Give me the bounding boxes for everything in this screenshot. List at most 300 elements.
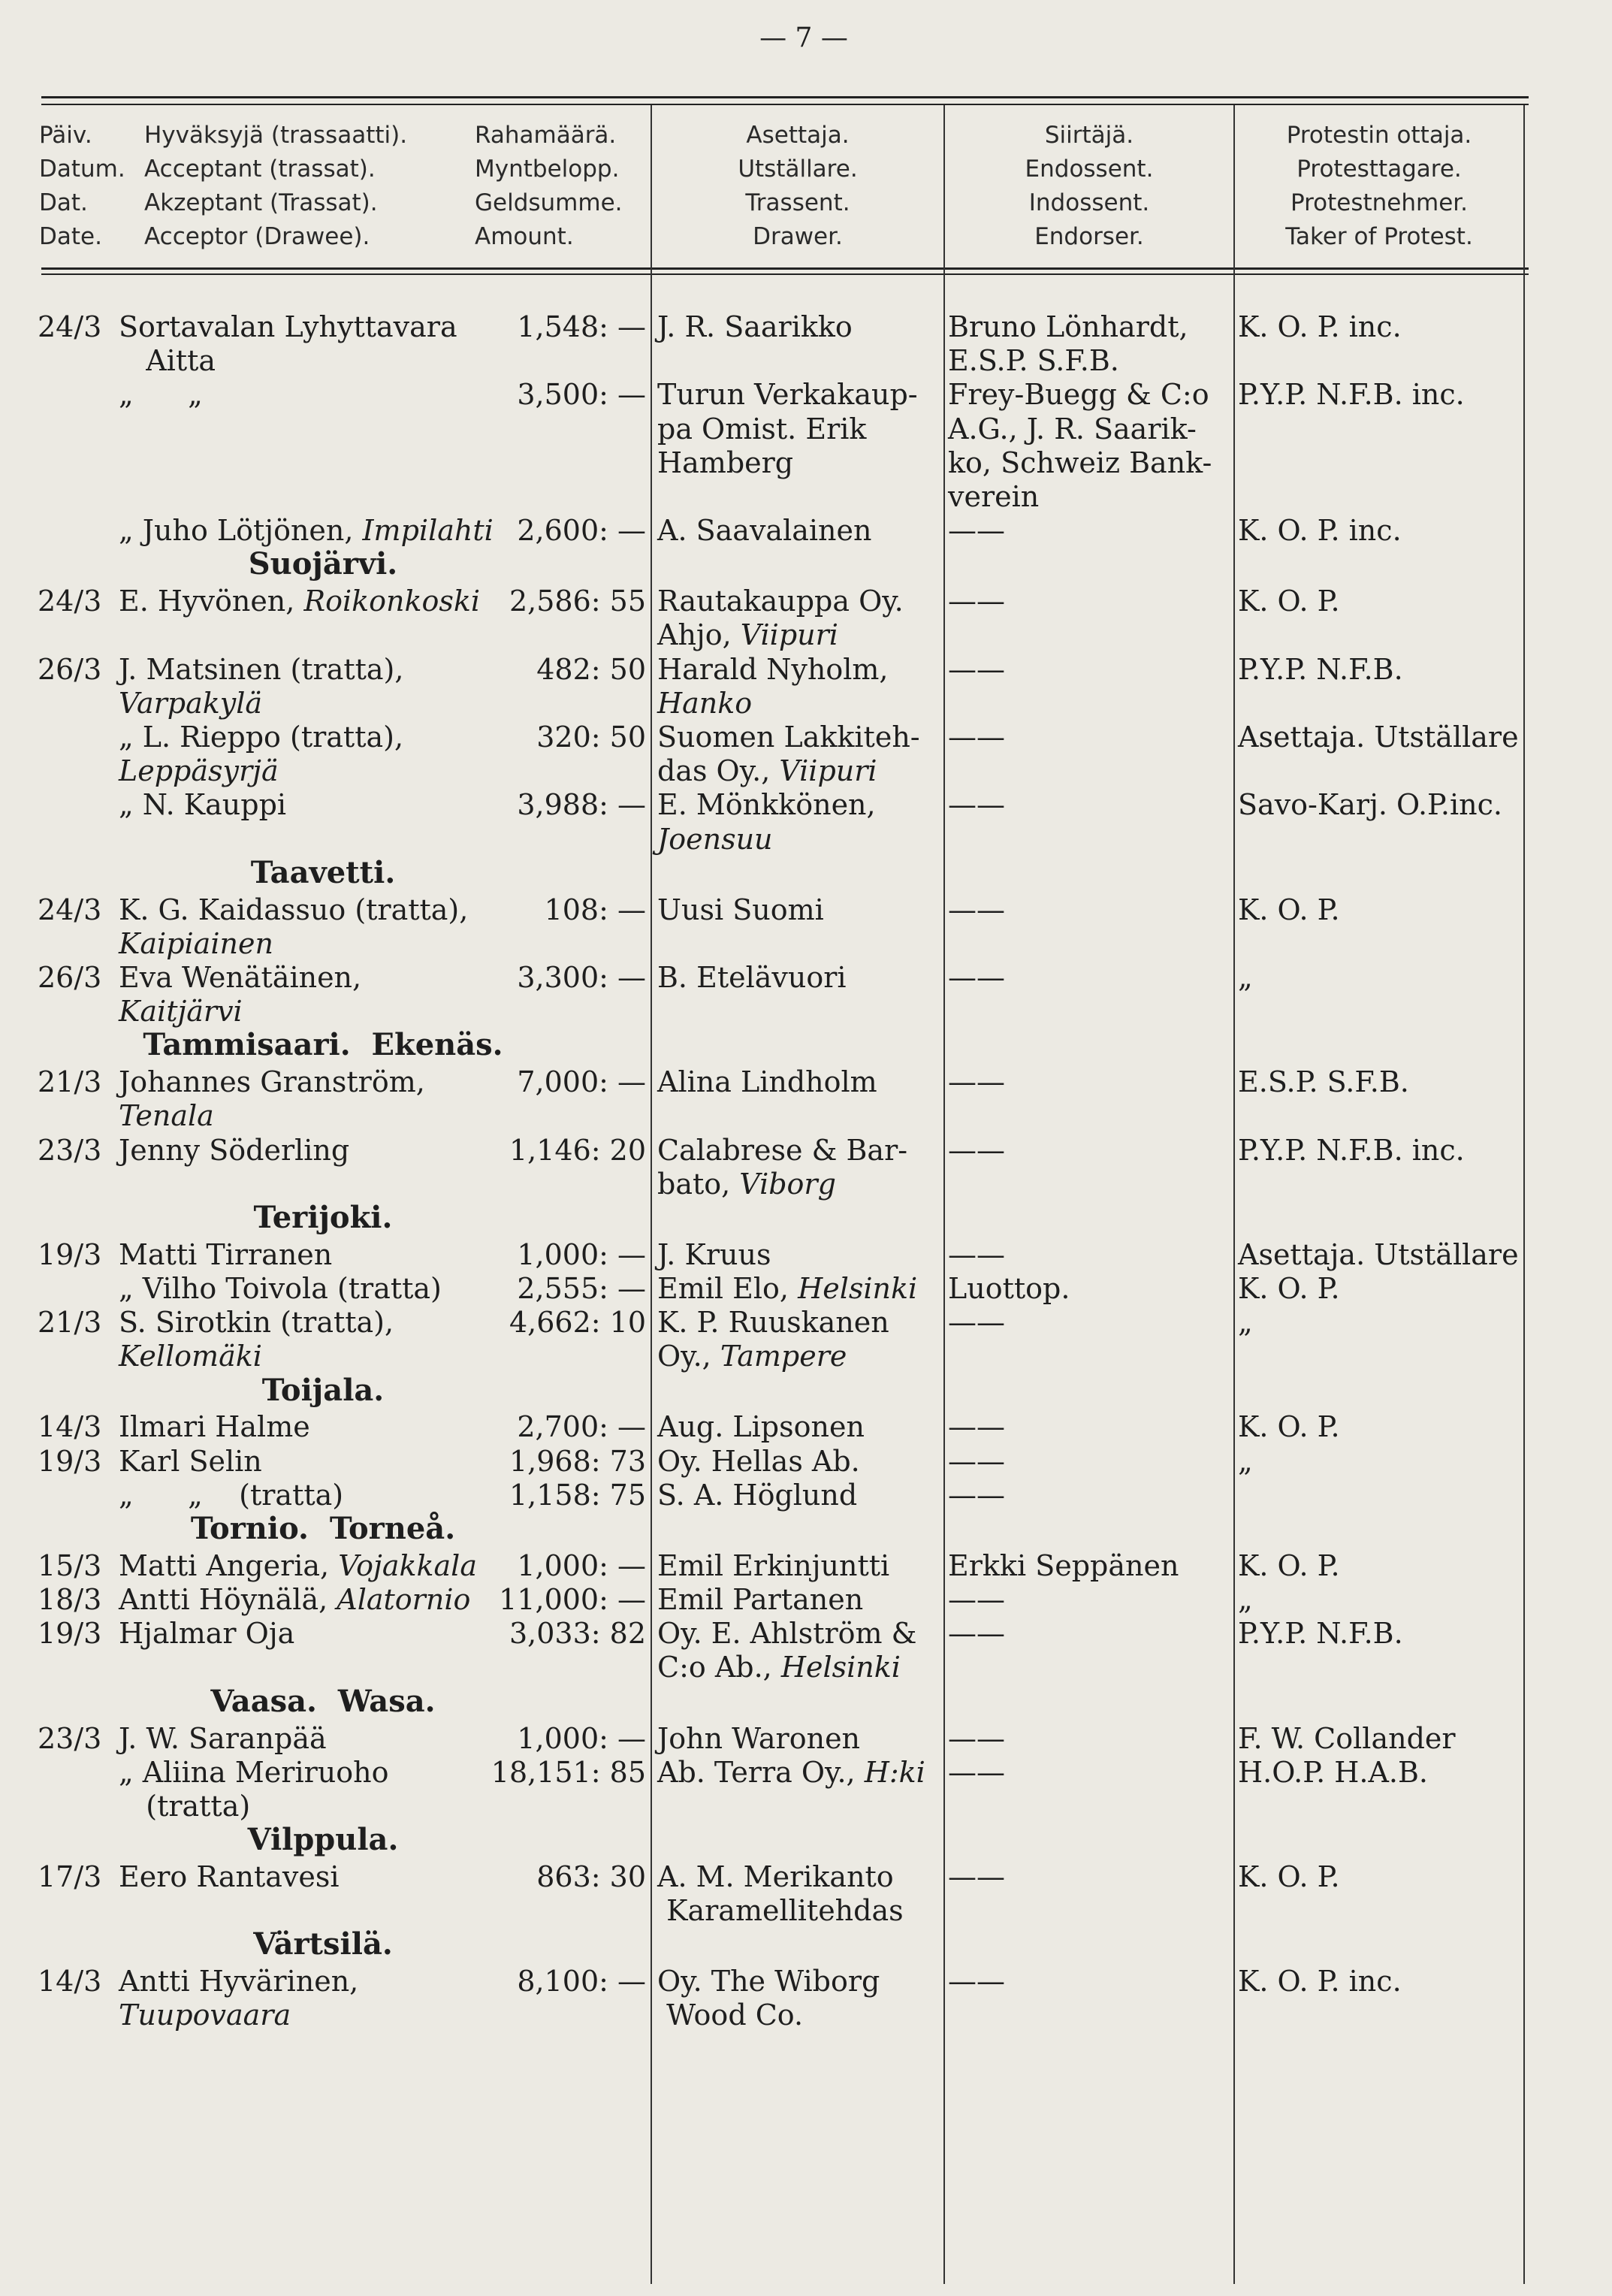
- endorser-cell: [948, 446, 1212, 480]
- acceptor-cell: [119, 652, 403, 687]
- acceptor-cell: [119, 1444, 262, 1479]
- drawer-cell: [657, 960, 847, 995]
- protest-cell: [1238, 1133, 1465, 1168]
- protest-cell: [1238, 310, 1402, 344]
- header-drawer-line: Asettaja.: [746, 122, 850, 149]
- acceptor-cell: [119, 1409, 310, 1444]
- endorser-cell: [948, 1305, 1005, 1340]
- amount-cell: [413, 1271, 646, 1306]
- acceptor-cell: [119, 1305, 394, 1340]
- drawer-cell-text: pa Omist. Erik: [657, 412, 867, 446]
- drawer-cell-text: Oy.,: [657, 1340, 720, 1373]
- drawer-cell-text: Suomen Lakkiteh-: [657, 721, 920, 754]
- endorser-cell-text: Frey-Buegg & C:o: [948, 378, 1209, 411]
- drawer-cell-text: A. M. Merikanto: [657, 1860, 894, 1893]
- protest-cell-text: P.Y.P. N.F.B. inc.: [1238, 1134, 1465, 1167]
- section-title: [0, 1823, 646, 1857]
- amount-cell: [413, 1305, 646, 1340]
- acceptor-cell-text: Jenny Söderling: [119, 1134, 350, 1167]
- acceptor-cell: [119, 1339, 262, 1373]
- amount-cell: [413, 310, 646, 344]
- amount-cell-text: 108: —: [544, 893, 646, 926]
- endorser-cell: [948, 652, 1005, 687]
- drawer-cell-italic: H:ki: [864, 1756, 925, 1789]
- section-title: [0, 1684, 646, 1719]
- protest-cell: [1238, 787, 1502, 822]
- drawer-cell-text: Ahjo,: [657, 618, 741, 651]
- drawer-cell: [657, 1339, 847, 1373]
- drawer-cell: [657, 618, 838, 652]
- acceptor-cell-italic: Roikonkoski: [303, 585, 481, 618]
- header-protest-line: Protesttagare.: [1297, 156, 1462, 183]
- amount-cell: [413, 1237, 646, 1272]
- acceptor-cell-text: Antti Höynälä,: [119, 1583, 337, 1616]
- amount-cell: [413, 1444, 646, 1479]
- drawer-cell-text: Rautakauppa Oy.: [657, 585, 904, 618]
- amount-cell-text: 1,146: 20: [509, 1134, 646, 1167]
- date-cell-text: 19/3: [38, 1238, 102, 1271]
- drawer-cell-italic: Viborg: [739, 1168, 836, 1201]
- date-cell: [38, 1305, 101, 1340]
- protest-cell-text: H.O.P. H.A.B.: [1238, 1756, 1428, 1789]
- endorser-cell: [948, 1065, 1005, 1099]
- protest-cell: [1238, 652, 1403, 687]
- acceptor-cell-text: „ Aliina Meriruoho: [119, 1756, 389, 1789]
- drawer-cell: [657, 1650, 901, 1684]
- date-cell-text: 21/3: [38, 1306, 102, 1339]
- amount-cell-text: 2,600: —: [517, 514, 646, 547]
- page-number: — 7 —: [759, 23, 848, 53]
- drawer-cell: [657, 1721, 860, 1756]
- date-cell-text: 24/3: [38, 310, 102, 343]
- endorser-cell-text: ——: [948, 1479, 1005, 1512]
- acceptor-cell-text: K. G. Kaidassuo (tratta),: [119, 893, 469, 926]
- drawer-cell: [657, 584, 904, 618]
- acceptor-cell: [119, 1721, 327, 1756]
- endorser-cell: [948, 1548, 1179, 1583]
- amount-cell: [413, 1409, 646, 1444]
- endorser-cell: [948, 1582, 1005, 1617]
- date-cell-text: 26/3: [38, 653, 102, 686]
- acceptor-cell-text: Ilmari Halme: [119, 1410, 310, 1443]
- date-cell-text: 26/3: [38, 961, 102, 994]
- drawer-cell-text: Oy. E. Ahlström &: [657, 1617, 917, 1650]
- protest-cell: [1238, 1237, 1519, 1272]
- date-cell-text: 21/3: [38, 1065, 102, 1098]
- drawer-cell-text: John Waronen: [657, 1722, 861, 1755]
- amount-cell: [413, 893, 646, 927]
- drawer-cell: [657, 1582, 863, 1617]
- endorser-cell-text: ——: [948, 514, 1005, 547]
- drawer-cell: [657, 1305, 889, 1340]
- endorser-cell-text: ——: [948, 1617, 1005, 1650]
- protest-cell: [1238, 1271, 1340, 1306]
- acceptor-cell: [119, 377, 203, 412]
- drawer-cell: [657, 1409, 865, 1444]
- date-cell-text: 23/3: [38, 1722, 102, 1755]
- protest-cell-text: P.Y.P. N.F.B.: [1238, 653, 1403, 686]
- endorser-cell-text: ——: [948, 1583, 1005, 1616]
- date-cell: [38, 1582, 101, 1617]
- protest-cell-text: K. O. P.: [1238, 1860, 1340, 1893]
- amount-cell: [413, 1548, 646, 1583]
- protest-cell: [1238, 1305, 1253, 1340]
- date-cell: [38, 1548, 101, 1583]
- acceptor-cell: [119, 1789, 250, 1823]
- section-title-text: Toijala.: [261, 1373, 385, 1408]
- endorser-cell-text: Luottop.: [948, 1272, 1070, 1305]
- protest-cell-text: K. O. P.: [1238, 585, 1340, 618]
- acceptor-cell: [119, 1616, 294, 1651]
- protest-cell: [1238, 1444, 1253, 1479]
- protest-cell-text: „: [1238, 961, 1253, 994]
- drawer-cell-text: Oy. Hellas Ab.: [657, 1445, 860, 1478]
- protest-cell-text: K. O. P. inc.: [1238, 514, 1402, 547]
- header-endorser-line: Indossent.: [1028, 189, 1150, 216]
- date-cell: [38, 1616, 101, 1651]
- header-amount-label: Myntbelopp.: [475, 156, 620, 183]
- drawer-cell-text: Aug. Lipsonen: [657, 1410, 865, 1443]
- acceptor-cell-italic: Varpakylä: [119, 687, 263, 720]
- amount-cell: [413, 377, 646, 412]
- date-cell: [38, 1409, 101, 1444]
- drawer-cell: [657, 1237, 771, 1272]
- endorser-cell-text: ——: [948, 1445, 1005, 1478]
- amount-cell: [413, 787, 646, 822]
- acceptor-cell: [119, 1098, 214, 1133]
- drawer-cell: [657, 412, 866, 446]
- drawer-cell-text: Oy. The Wiborg: [657, 1965, 880, 1998]
- acceptor-cell-text: Aitta: [119, 344, 216, 377]
- header-date-label: Päiv.: [39, 122, 92, 149]
- acceptor-cell-text: Sortavalan Lyhyttavara: [119, 310, 457, 343]
- endorser-cell: [948, 1237, 1005, 1272]
- protest-cell-text: Asettaja. Utställare: [1238, 721, 1519, 754]
- protest-cell: [1238, 1548, 1340, 1583]
- endorser-cell: [948, 720, 1005, 754]
- header-protest-line: Protestin ottaja.: [1286, 122, 1472, 149]
- drawer-cell-text: Hamberg: [657, 446, 794, 479]
- drawer-cell-text: Wood Co.: [657, 1998, 804, 2032]
- header-date-label: Dat.: [39, 189, 88, 216]
- amount-cell: [413, 1133, 646, 1168]
- drawer-cell-italic: Hanko: [657, 687, 753, 720]
- amount-cell: [413, 1582, 646, 1617]
- endorser-cell-text: ——: [948, 1065, 1005, 1098]
- endorser-cell-text: ——: [948, 788, 1005, 821]
- header-amount-label: Amount.: [475, 223, 574, 250]
- amount-cell: [413, 1478, 646, 1512]
- endorser-cell: [948, 412, 1197, 446]
- date-cell: [38, 652, 101, 687]
- header-date-label: Datum.: [39, 156, 125, 183]
- amount-cell: [413, 960, 646, 995]
- acceptor-cell: [119, 1998, 291, 2032]
- acceptor-cell: [119, 343, 216, 378]
- endorser-cell: [948, 513, 1005, 548]
- drawer-cell: [657, 1065, 877, 1099]
- header-drawer-line: Trassent.: [745, 189, 850, 216]
- endorser-cell-text: ——: [948, 1410, 1005, 1443]
- protest-cell: [1238, 1964, 1402, 1998]
- date-cell: [38, 1721, 101, 1756]
- protest-cell-text: E.S.P. S.F.B.: [1238, 1065, 1409, 1098]
- acceptor-cell: [119, 1271, 442, 1306]
- acceptor-cell: [119, 1133, 349, 1168]
- acceptor-cell-italic: Alatornio: [337, 1583, 471, 1616]
- drawer-cell: [657, 822, 773, 856]
- acceptor-cell-italic: Kellomäki: [119, 1340, 262, 1373]
- acceptor-cell: [119, 926, 273, 961]
- protest-cell-text: F. W. Collander: [1238, 1722, 1456, 1755]
- date-cell-text: 14/3: [38, 1410, 102, 1443]
- amount-cell: [413, 513, 646, 548]
- protest-cell: [1238, 1721, 1456, 1756]
- amount-cell-text: 1,000: —: [517, 1549, 646, 1582]
- endorser-cell: [948, 377, 1209, 412]
- amount-cell: [413, 1065, 646, 1099]
- amount-cell-text: 8,100: —: [517, 1965, 646, 1998]
- endorser-cell-text: ——: [948, 1134, 1005, 1167]
- endorser-cell: [948, 1964, 1005, 1998]
- protest-cell-text: Asettaja. Utställare: [1238, 1238, 1519, 1271]
- protest-cell: [1238, 513, 1402, 548]
- protest-cell: [1238, 1755, 1428, 1790]
- drawer-cell-text: Ab. Terra Oy.,: [657, 1756, 865, 1789]
- drawer-cell-text: bato,: [657, 1168, 740, 1201]
- drawer-cell: [657, 377, 918, 412]
- date-cell-text: 19/3: [38, 1617, 102, 1650]
- drawer-cell: [657, 787, 876, 822]
- section-title-text: Tornio. Torneå.: [190, 1511, 456, 1546]
- acceptor-cell: [119, 1237, 332, 1272]
- endorser-cell-text: ——: [948, 653, 1005, 686]
- protest-cell-text: Savo-Karj. O.P.inc.: [1238, 788, 1502, 821]
- drawer-cell: [657, 1444, 860, 1479]
- section-title-text: Terijoki.: [253, 1200, 393, 1235]
- header-date-label: Date.: [39, 223, 102, 250]
- drawer-cell-text: Uusi Suomi: [657, 893, 824, 926]
- date-cell: [38, 310, 101, 344]
- protest-cell: [1238, 584, 1340, 618]
- amount-cell: [413, 1721, 646, 1756]
- drawer-cell-text: A. Saavalainen: [657, 514, 872, 547]
- drawer-cell-text: das Oy.,: [657, 754, 780, 787]
- acceptor-cell-text: Matti Angeria,: [119, 1549, 339, 1582]
- drawer-cell: [657, 686, 752, 721]
- header-name-label: Acceptor (Drawee).: [144, 223, 370, 250]
- header-protest-line: Protestnehmer.: [1290, 189, 1469, 216]
- date-cell-text: 14/3: [38, 1965, 102, 1998]
- acceptor-cell-text: E. Hyvönen,: [119, 585, 304, 618]
- drawer-cell-text: Turun Verkakaup-: [657, 378, 918, 411]
- acceptor-cell-italic: Vojakkala: [338, 1549, 477, 1582]
- acceptor-cell-text: (tratta): [119, 1790, 251, 1823]
- amount-cell-text: 1,158: 75: [509, 1479, 646, 1512]
- header-endorser-line: Endossent.: [1025, 156, 1154, 183]
- section-title-text: Tammisaari. Ekenäs.: [143, 1027, 503, 1062]
- protest-cell-text: „: [1238, 1445, 1253, 1478]
- drawer-cell: [657, 1964, 880, 1998]
- endorser-cell-text: Bruno Lönhardt,: [948, 310, 1188, 343]
- protest-cell-text: K. O. P.: [1238, 1410, 1340, 1443]
- protest-cell-text: P.Y.P. N.F.B. inc.: [1238, 378, 1465, 411]
- amount-cell: [413, 584, 646, 618]
- acceptor-cell-italic: Impilahti: [362, 514, 494, 547]
- protest-cell-text: K. O. P. inc.: [1238, 310, 1402, 343]
- endorser-cell: [948, 343, 1119, 378]
- date-cell: [38, 1859, 101, 1894]
- endorser-cell-text: ——: [948, 1238, 1005, 1271]
- date-cell-text: 18/3: [38, 1583, 102, 1616]
- section-title-text: Suojärvi.: [248, 546, 398, 582]
- acceptor-cell-text: Hjalmar Oja: [119, 1617, 295, 1650]
- endorser-cell-text: A.G., J. R. Saarik-: [948, 412, 1197, 446]
- drawer-cell: [657, 652, 889, 687]
- protest-cell: [1238, 960, 1253, 995]
- drawer-cell-text: C:o Ab.,: [657, 1651, 781, 1684]
- date-cell: [38, 1444, 101, 1479]
- date-cell: [38, 1964, 101, 1998]
- acceptor-cell: [119, 1478, 343, 1512]
- amount-cell: [413, 1964, 646, 1998]
- acceptor-cell: [119, 1859, 340, 1894]
- acceptor-cell: [119, 686, 262, 721]
- endorser-cell-text: Erkki Seppänen: [948, 1549, 1179, 1582]
- protest-cell-text: „: [1238, 1583, 1253, 1616]
- acceptor-cell-italic: Tenala: [119, 1099, 214, 1132]
- date-cell: [38, 1065, 101, 1099]
- endorser-cell-text: E.S.P. S.F.B.: [948, 344, 1119, 377]
- acceptor-cell-text: „ Vilho Toivola (tratta): [119, 1272, 442, 1305]
- amount-cell-text: 3,988: —: [517, 788, 646, 821]
- amount-cell-text: 3,033: 82: [509, 1617, 646, 1650]
- section-title: [0, 1512, 646, 1546]
- amount-cell-text: 7,000: —: [517, 1065, 646, 1098]
- header-endorser-line: Siirtäjä.: [1044, 122, 1134, 149]
- acceptor-cell: [119, 1964, 358, 1998]
- acceptor-cell-text: S. Sirotkin (tratta),: [119, 1306, 394, 1339]
- drawer-cell: [657, 1133, 907, 1168]
- amount-cell-text: 1,000: —: [517, 1722, 646, 1755]
- drawer-cell: [657, 1271, 917, 1306]
- drawer-cell-text: E. Mönkkönen,: [657, 788, 876, 821]
- acceptor-cell: [119, 787, 286, 822]
- section-title: [0, 1201, 646, 1235]
- protest-cell-text: K. O. P. inc.: [1238, 1965, 1402, 1998]
- drawer-cell: [657, 1167, 836, 1201]
- header-drawer-line: Drawer.: [753, 223, 843, 250]
- drawer-cell-text: Karamellitehdas: [657, 1894, 904, 1927]
- protest-cell: [1238, 1065, 1409, 1099]
- header-amount-label: Rahamäärä.: [475, 122, 617, 149]
- amount-cell-text: 18,151: 85: [491, 1756, 646, 1789]
- amount-cell-text: 3,500: —: [517, 378, 646, 411]
- amount-cell-text: 11,000: —: [499, 1583, 646, 1616]
- section-title-text: Värtsilä.: [253, 1926, 393, 1962]
- endorser-cell: [948, 893, 1005, 927]
- acceptor-cell-text: Karl Selin: [119, 1445, 262, 1478]
- acceptor-cell-text: „ Juho Lötjönen,: [119, 514, 363, 547]
- endorser-cell-text: ——: [948, 961, 1005, 994]
- protest-cell: [1238, 893, 1340, 927]
- drawer-cell-text: J. R. Saarikko: [657, 310, 853, 343]
- section-title: [0, 1373, 646, 1408]
- acceptor-cell-text: Antti Hyvärinen,: [119, 1965, 359, 1998]
- drawer-cell: [657, 310, 853, 344]
- protest-cell-text: K. O. P.: [1238, 893, 1340, 926]
- endorser-cell: [948, 1755, 1005, 1790]
- drawer-cell: [657, 446, 793, 480]
- section-title: [0, 1028, 646, 1062]
- header-protest-line: Taker of Protest.: [1285, 223, 1473, 250]
- endorser-cell: [948, 1409, 1005, 1444]
- endorser-cell: [948, 310, 1188, 344]
- section-title: [0, 856, 646, 890]
- endorser-cell: [948, 479, 1039, 514]
- endorser-cell: [948, 1616, 1005, 1651]
- drawer-cell-text: Emil Elo,: [657, 1272, 798, 1305]
- endorser-cell: [948, 1133, 1005, 1168]
- acceptor-cell-text: J. Matsinen (tratta),: [119, 653, 404, 686]
- protest-cell-text: K. O. P.: [1238, 1549, 1340, 1582]
- endorser-cell-text: ——: [948, 1756, 1005, 1789]
- amount-cell-text: 2,555: —: [517, 1272, 646, 1305]
- drawer-cell-italic: Viipuri: [779, 754, 877, 787]
- endorser-cell-text: verein: [948, 480, 1040, 513]
- endorser-cell: [948, 1444, 1005, 1479]
- amount-cell-text: 4,662: 10: [509, 1306, 646, 1339]
- amount-cell: [413, 1859, 646, 1894]
- protest-cell: [1238, 1616, 1403, 1651]
- date-cell-text: 24/3: [38, 585, 102, 618]
- acceptor-cell-text: J. W. Saranpää: [119, 1722, 327, 1755]
- acceptor-cell-text: Eero Rantavesi: [119, 1860, 340, 1893]
- header-endorser-line: Endorser.: [1034, 223, 1144, 250]
- endorser-cell-text: ——: [948, 893, 1005, 926]
- drawer-cell-text: B. Etelävuori: [657, 961, 847, 994]
- section-title: [0, 1927, 646, 1962]
- date-cell-text: 17/3: [38, 1860, 102, 1893]
- drawer-cell: [657, 1755, 925, 1790]
- amount-cell-text: 3,300: —: [517, 961, 646, 994]
- endorser-cell: [948, 787, 1005, 822]
- drawer-cell-text: Alina Lindholm: [657, 1065, 877, 1098]
- acceptor-cell-text: Eva Wenätäinen,: [119, 961, 362, 994]
- amount-cell-text: 1,548: —: [517, 310, 646, 343]
- protest-cell: [1238, 1409, 1340, 1444]
- drawer-cell-italic: Helsinki: [798, 1272, 918, 1305]
- date-cell-text: 24/3: [38, 893, 102, 926]
- endorser-cell: [948, 960, 1005, 995]
- amount-cell: [413, 720, 646, 754]
- drawer-cell-text: Emil Partanen: [657, 1583, 864, 1616]
- endorser-cell: [948, 1271, 1070, 1306]
- header-amount-label: Geldsumme.: [475, 189, 623, 216]
- endorser-cell: [948, 1859, 1005, 1894]
- amount-cell: [413, 652, 646, 687]
- endorser-cell-text: ——: [948, 1722, 1005, 1755]
- endorser-cell: [948, 584, 1005, 618]
- drawer-cell: [657, 1478, 857, 1512]
- acceptor-cell-text: „ N. Kauppi: [119, 788, 287, 821]
- drawer-cell-text: J. Kruus: [657, 1238, 771, 1271]
- drawer-cell: [657, 1859, 894, 1894]
- acceptor-cell-italic: Kaitjärvi: [119, 995, 243, 1028]
- endorser-cell-text: ——: [948, 1306, 1005, 1339]
- drawer-cell-text: Emil Erkinjuntti: [657, 1549, 890, 1582]
- acceptor-cell-text: Matti Tirranen: [119, 1238, 333, 1271]
